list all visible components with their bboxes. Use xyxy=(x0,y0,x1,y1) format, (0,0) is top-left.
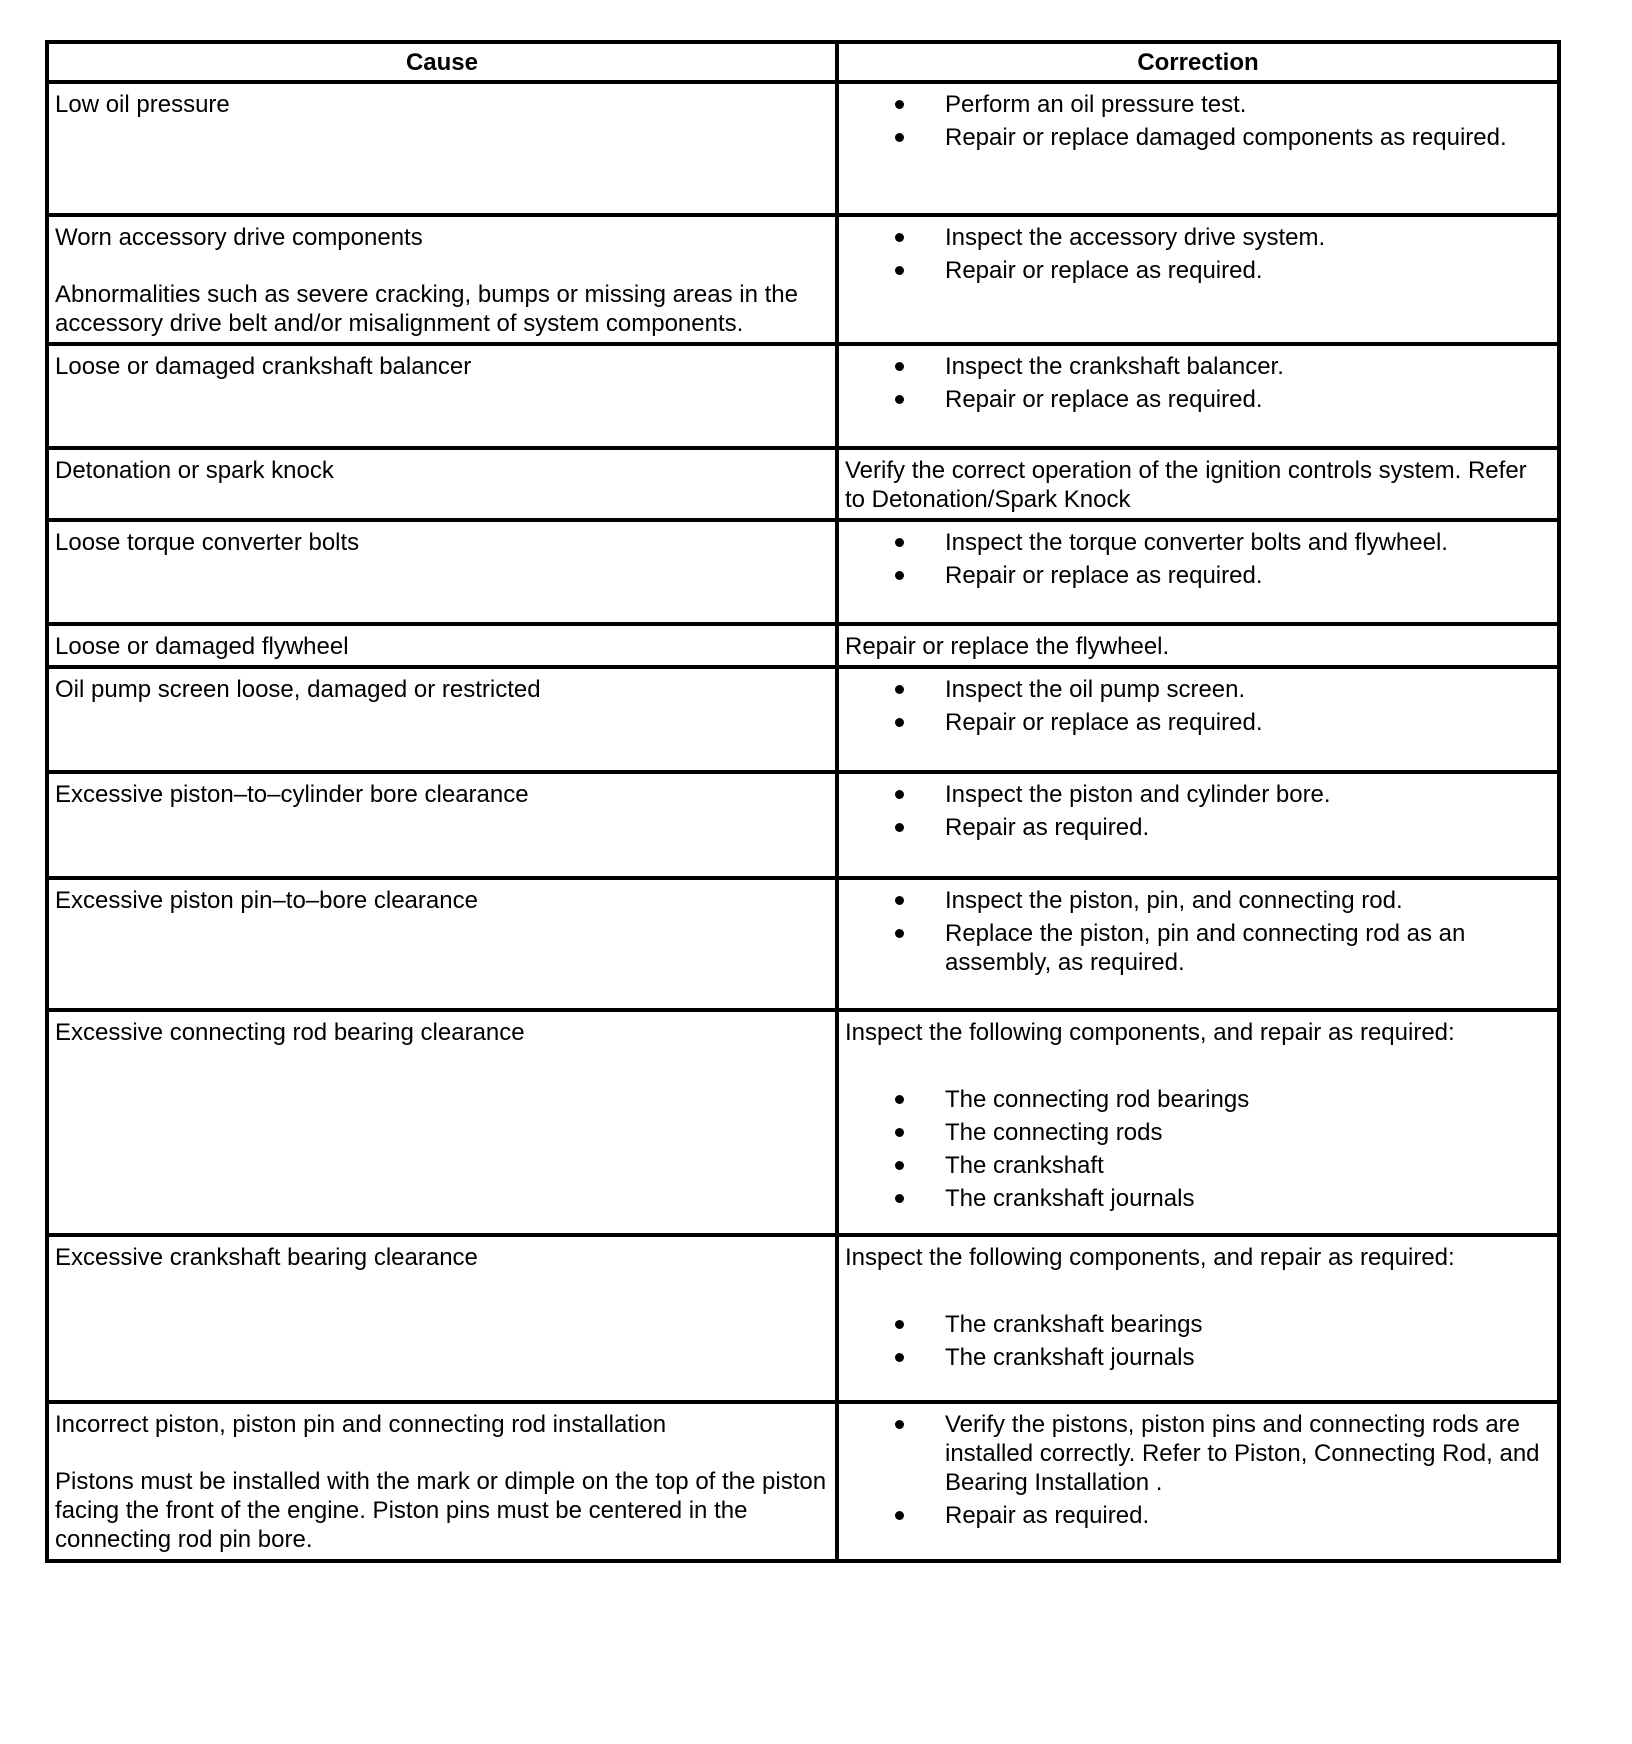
list-item-text: Inspect the piston and cylinder bore. xyxy=(945,781,1331,808)
list-item-text: Repair as required. xyxy=(945,814,1150,841)
table-row xyxy=(47,520,1559,624)
cause-text: Excessive crankshaft bearing clearance xyxy=(55,1244,478,1271)
list-item-text: Repair or replace as required. xyxy=(945,562,1263,589)
correction-cell xyxy=(837,448,1559,520)
list-item xyxy=(845,123,1551,152)
bullet-icon xyxy=(895,1320,904,1329)
bullet-icon xyxy=(895,1194,904,1203)
table-row xyxy=(47,344,1559,448)
correction-text: Verify the correct operation of the ignition controls system. Refer to Detonation/Spark Knock xyxy=(845,457,1527,513)
cause-cell xyxy=(47,667,837,772)
correction-list xyxy=(845,528,1551,590)
cause-cell xyxy=(47,1010,837,1235)
cause-cell xyxy=(47,1235,837,1402)
bullet-icon xyxy=(895,266,904,275)
correction-cell xyxy=(837,1235,1559,1402)
table-row xyxy=(47,1402,1559,1561)
list-item xyxy=(845,1501,1551,1530)
list-item xyxy=(845,708,1551,737)
correction-cell xyxy=(837,344,1559,448)
column-header-cause: Cause xyxy=(47,42,837,82)
cause-text: Low oil pressure xyxy=(55,91,230,118)
list-item xyxy=(845,886,1551,915)
list-item-text: Verify the pistons, piston pins and connecting rods are installed correctly. Refer to Piston, Connecting Rod, and Bearing Installation . xyxy=(945,1411,1540,1496)
correction-cell xyxy=(837,520,1559,624)
bullet-icon xyxy=(895,133,904,142)
list-item xyxy=(845,813,1551,842)
list-item xyxy=(845,352,1551,381)
bullet-icon xyxy=(895,571,904,580)
list-item xyxy=(845,223,1551,252)
correction-cell xyxy=(837,667,1559,772)
cause-cell xyxy=(47,878,837,1010)
correction-cell xyxy=(837,1402,1559,1561)
cause-text: Incorrect piston, piston pin and connecting rod installation xyxy=(55,1411,667,1438)
correction-list xyxy=(845,223,1551,285)
cause-cell xyxy=(47,520,837,624)
list-item-text: The crankshaft xyxy=(945,1152,1104,1179)
cause-text: Oil pump screen loose, damaged or restricted xyxy=(55,676,541,703)
cause-text: Excessive piston pin–to–bore clearance xyxy=(55,887,478,914)
cause-text: Excessive piston–to–cylinder bore clearance xyxy=(55,781,529,808)
table-row xyxy=(47,82,1559,215)
list-item xyxy=(845,1118,1551,1147)
bullet-icon xyxy=(895,896,904,905)
table-row xyxy=(47,667,1559,772)
list-item-text: Replace the piston, pin and connecting rod as an assembly, as required. xyxy=(945,920,1466,976)
list-item-text: Repair or replace as required. xyxy=(945,257,1263,284)
cause-note: Pistons must be installed with the mark or dimple on the top of the piston facing the front of the engine. Piston pins must be centered in the connecting rod pin bore. xyxy=(55,1468,827,1553)
cause-cell xyxy=(47,215,837,344)
correction-text: Repair or replace the flywheel. xyxy=(845,633,1170,660)
cause-note: Abnormalities such as severe cracking, bumps or missing areas in the accessory drive belt and/or misalignment of system components. xyxy=(55,281,798,337)
list-item-text: Repair as required. xyxy=(945,1502,1150,1529)
list-item-text: Inspect the accessory drive system. xyxy=(945,224,1326,251)
cause-text: Excessive connecting rod bearing clearance xyxy=(55,1019,525,1046)
cause-cell xyxy=(47,82,837,215)
list-item xyxy=(845,1410,1551,1497)
list-item-text: Perform an oil pressure test. xyxy=(945,91,1247,118)
table-row xyxy=(47,878,1559,1010)
list-item xyxy=(845,528,1551,557)
correction-cell xyxy=(837,772,1559,878)
bullet-icon xyxy=(895,823,904,832)
list-item-text: The connecting rod bearings xyxy=(945,1086,1250,1113)
cause-correction-table xyxy=(45,40,1561,1563)
table-header-row xyxy=(47,42,1559,82)
list-item xyxy=(845,256,1551,285)
cause-text: Worn accessory drive components xyxy=(55,224,423,251)
table-row xyxy=(47,215,1559,344)
list-item xyxy=(845,1151,1551,1180)
bullet-icon xyxy=(895,538,904,547)
bullet-icon xyxy=(895,1128,904,1137)
list-item-text: The crankshaft journals xyxy=(945,1185,1195,1212)
correction-list xyxy=(845,675,1551,737)
list-item xyxy=(845,675,1551,704)
bullet-icon xyxy=(895,1511,904,1520)
list-item-text: The crankshaft journals xyxy=(945,1344,1195,1371)
correction-text: Inspect the following components, and repair as required: xyxy=(845,1244,1455,1271)
correction-list xyxy=(845,90,1551,152)
list-item-text: Inspect the crankshaft balancer. xyxy=(945,353,1284,380)
list-item-text: The crankshaft bearings xyxy=(945,1311,1203,1338)
correction-list xyxy=(845,352,1551,414)
bullet-icon xyxy=(895,1353,904,1362)
list-item xyxy=(845,385,1551,414)
list-item xyxy=(845,919,1551,977)
list-item xyxy=(845,90,1551,119)
correction-list xyxy=(845,780,1551,842)
bullet-icon xyxy=(895,233,904,242)
table-row xyxy=(47,1010,1559,1235)
cause-cell xyxy=(47,344,837,448)
cause-cell xyxy=(47,1402,837,1561)
cause-text: Loose or damaged flywheel xyxy=(55,633,349,660)
cause-cell xyxy=(47,772,837,878)
bullet-icon xyxy=(895,929,904,938)
bullet-icon xyxy=(895,685,904,694)
bullet-icon xyxy=(895,1420,904,1429)
list-item-text: The connecting rods xyxy=(945,1119,1163,1146)
list-item xyxy=(845,561,1551,590)
correction-list xyxy=(845,1410,1551,1530)
bullet-icon xyxy=(895,718,904,727)
bullet-icon xyxy=(895,362,904,371)
list-item-text: Repair or replace damaged components as required. xyxy=(945,124,1507,151)
correction-list xyxy=(845,886,1551,977)
cause-text: Loose or damaged crankshaft balancer xyxy=(55,353,472,380)
bullet-icon xyxy=(895,100,904,109)
list-item xyxy=(845,780,1551,809)
table-row xyxy=(47,624,1559,667)
bullet-icon xyxy=(895,790,904,799)
cause-text: Loose torque converter bolts xyxy=(55,529,360,556)
list-item-text: Inspect the piston, pin, and connecting rod. xyxy=(945,887,1403,914)
list-item xyxy=(845,1310,1551,1339)
table-row xyxy=(47,772,1559,878)
correction-list xyxy=(845,1310,1551,1372)
bullet-icon xyxy=(895,1095,904,1104)
bullet-icon xyxy=(895,1161,904,1170)
list-item-text: Inspect the oil pump screen. xyxy=(945,676,1246,703)
list-item xyxy=(845,1184,1551,1213)
correction-list xyxy=(845,1085,1551,1213)
correction-cell xyxy=(837,878,1559,1010)
column-header-correction: Correction xyxy=(837,42,1559,82)
cause-cell xyxy=(47,448,837,520)
correction-text: Inspect the following components, and repair as required: xyxy=(845,1019,1455,1046)
table-row xyxy=(47,1235,1559,1402)
list-item-text: Repair or replace as required. xyxy=(945,386,1263,413)
list-item-text: Repair or replace as required. xyxy=(945,709,1263,736)
cause-text: Detonation or spark knock xyxy=(55,457,334,484)
list-item xyxy=(845,1085,1551,1114)
cause-cell xyxy=(47,624,837,667)
bullet-icon xyxy=(895,395,904,404)
correction-cell xyxy=(837,215,1559,344)
list-item-text: Inspect the torque converter bolts and flywheel. xyxy=(945,529,1448,556)
correction-cell xyxy=(837,82,1559,215)
list-item xyxy=(845,1343,1551,1372)
correction-cell xyxy=(837,624,1559,667)
table-row xyxy=(47,448,1559,520)
correction-cell xyxy=(837,1010,1559,1235)
